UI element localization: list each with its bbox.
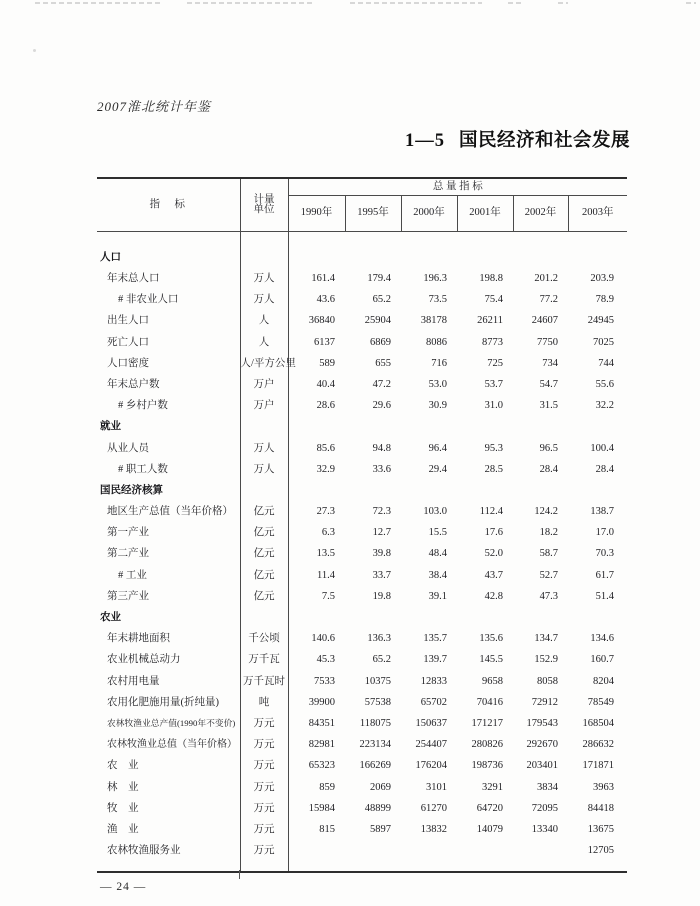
value-cell-year-0: 85.6 [316,442,335,454]
indicator-cell: 农业机械总动力 [97,650,240,671]
indicator-cell: 农林牧渔服务业 [97,841,240,862]
unit-cell: 人/平方公里 [240,353,288,374]
unit-cell: 万元 [240,777,288,798]
statistics-table-wrap [97,177,627,873]
table-row [97,248,627,269]
scan-artifact-dash [508,2,524,4]
value-cell-year-0 [288,841,345,862]
value-cell-year-3: 53.7 [484,378,503,390]
unit-cell: 人 [240,311,288,332]
value-cell-year-1: 136.3 [367,633,391,645]
value-cell-year-3: 43.7 [484,569,503,581]
table-row [97,714,627,735]
table-row [97,523,627,544]
table-row [97,417,627,438]
value-cell-year-4: 54.7 [539,378,558,390]
value-cell-year-0: 161.4 [311,273,335,285]
value-cell-year-5: 55.6 [595,378,615,390]
value-cell-year-1: 6869 [370,336,391,348]
value-cell-year-4: 72095 [531,802,558,814]
value-cell-year-1: 65.2 [372,294,391,306]
indicator-cell: 死亡人口 [97,332,240,353]
value-cell-year-2: 3101 [426,781,447,793]
indicator-column-header: 指 标 [97,178,240,232]
unit-cell [240,481,288,502]
value-cell-year-4: 134.7 [534,633,558,645]
indicator-cell: 农业 [97,608,240,629]
unit-cell [240,417,288,438]
value-cell-year-5: 138.7 [590,506,615,518]
value-cell-year-0: 7533 [314,675,335,687]
indicator-cell: 渔 业 [97,820,240,841]
value-cell-year-3: 171217 [471,717,503,729]
value-cell-year-3: 198.8 [479,273,503,285]
value-cell-year-5 [568,608,627,629]
spacer-row [97,232,627,248]
value-cell-year-4 [513,481,568,502]
value-cell-year-0: 28.6 [316,400,335,412]
unit-cell: 万人 [240,459,288,480]
table-row [97,756,627,777]
indicator-cell: 农 业 [97,756,240,777]
indicator-cell: 第一产业 [97,523,240,544]
value-cell-year-0: 13.5 [316,548,335,560]
value-cell-year-2 [401,481,457,502]
value-cell-year-2: 12833 [420,675,447,687]
table-row [97,375,627,396]
value-cell-year-5: 51.4 [595,590,615,602]
value-cell-year-1 [345,841,401,862]
indicator-cell: 人口 [97,248,240,269]
table-body [97,232,627,872]
table-row [97,841,627,862]
value-cell-year-3: 31.0 [484,400,503,412]
value-cell-year-5: 3963 [593,781,615,793]
year-header: 1995年 [345,196,401,232]
value-cell-year-0: 859 [319,781,335,793]
value-cell-year-5: 168504 [582,717,615,729]
value-cell-year-2: 30.9 [428,400,447,412]
value-cell-year-5 [568,417,627,438]
page-number: — 24 — [100,881,147,893]
value-cell-year-1: 118075 [359,717,391,729]
scan-artifact-dot [33,49,36,52]
value-cell-year-3 [457,481,513,502]
value-cell-year-2: 15.5 [428,527,447,539]
value-cell-year-5: 100.4 [590,442,615,454]
value-cell-year-0: 32.9 [316,463,335,475]
value-cell-year-3: 145.5 [479,654,503,666]
value-cell-year-5: 13675 [587,823,615,835]
statistics-table [97,177,627,873]
value-cell-year-2: 254407 [415,739,447,751]
indicator-cell: 农用化肥施用量(折纯量) [97,692,240,713]
value-cell-year-2 [401,841,457,862]
value-cell-year-3 [457,417,513,438]
table-row [97,777,627,798]
table-row [97,671,627,692]
value-cell-year-2: 61270 [420,802,447,814]
value-cell-year-0: 15984 [308,802,335,814]
unit-cell: 亿元 [240,523,288,544]
unit-cell [240,608,288,629]
value-cell-year-4: 31.5 [539,400,558,412]
spacer-cell [288,862,627,872]
value-cell-year-3 [457,841,513,862]
value-cell-year-3 [457,608,513,629]
unit-cell: 亿元 [240,587,288,608]
value-cell-year-0: 11.4 [317,569,335,581]
value-cell-year-2: 96.4 [428,442,447,454]
unit-cell: 万元 [240,841,288,862]
value-cell-year-1: 48899 [364,802,391,814]
unit-cell: 万千瓦 [240,650,288,671]
value-cell-year-3: 42.8 [484,590,503,602]
value-cell-year-4: 72912 [531,696,558,708]
table-title-text: 国民经济和社会发展 [458,131,630,151]
unit-cell: 万元 [240,735,288,756]
spacer-cell [240,862,288,872]
value-cell-year-4: 179543 [526,717,558,729]
value-cell-year-3: 112.4 [479,506,503,518]
indicator-cell: 农林牧渔业总产值(1990年不变价) [97,714,240,735]
spacer-cell [288,232,627,248]
value-cell-year-0: 6.3 [321,527,335,539]
unit-cell: 人 [240,332,288,353]
value-cell-year-5: 32.2 [595,400,615,412]
value-cell-year-4: 152.9 [534,654,558,666]
spacer-cell [240,232,288,248]
table-row [97,269,627,290]
table-row [97,650,627,671]
unit-cell: 万元 [240,798,288,819]
unit-cell: 万元 [240,820,288,841]
value-cell-year-4: 3834 [537,781,558,793]
value-cell-year-2: 103.0 [423,506,447,518]
value-cell-year-0 [288,417,345,438]
value-cell-year-2: 135.7 [423,633,447,645]
table-title [97,126,630,152]
unit-cell: 万人 [240,269,288,290]
value-cell-year-2: 13832 [420,823,447,835]
value-cell-year-5: 286632 [582,739,615,751]
value-cell-year-4: 201.2 [534,273,558,285]
value-cell-year-3: 64720 [476,802,503,814]
value-cell-year-5: 171871 [582,760,615,772]
value-cell-year-3: 725 [487,357,503,369]
value-cell-year-5: 70.3 [595,548,615,560]
value-cell-year-1: 10375 [364,675,391,687]
value-cell-year-5: 17.0 [595,527,615,539]
unit-cell: 万千瓦时 [240,671,288,692]
value-cell-year-5: 203.9 [590,273,615,285]
value-cell-year-1: 33.6 [372,463,391,475]
table-row [97,290,627,311]
year-header: 1990年 [288,196,345,232]
value-cell-year-4: 52.7 [539,569,558,581]
table-row [97,565,627,586]
value-cell-year-1: 12.7 [372,527,391,539]
value-cell-year-2: 716 [431,357,447,369]
value-cell-year-0: 36840 [308,315,335,327]
value-cell-year-2: 53.0 [428,378,447,390]
value-cell-year-5: 61.7 [595,569,615,581]
value-cell-year-0: 65323 [308,760,335,772]
indicator-cell: 人口密度 [97,353,240,374]
value-cell-year-3: 95.3 [484,442,503,454]
value-cell-year-4: 734 [542,357,558,369]
scan-artifact-dash [558,2,568,4]
value-cell-year-0 [288,248,345,269]
spacer-row [97,862,627,872]
indicator-cell: 国民经济核算 [97,481,240,502]
value-cell-year-3: 75.4 [484,294,503,306]
indicator-cell: 牧 业 [97,798,240,819]
value-cell-year-0: 43.6 [316,294,335,306]
value-cell-year-5: 744 [598,357,615,369]
scan-artifact-dash [187,2,315,4]
indicator-cell: 年末总人口 [97,269,240,290]
value-cell-year-2: 8086 [426,336,447,348]
table-row [97,332,627,353]
value-cell-year-2: 29.4 [428,463,447,475]
value-cell-year-2: 38178 [420,315,447,327]
value-cell-year-2: 65702 [420,696,447,708]
table-row [97,629,627,650]
unit-cell: 亿元 [240,544,288,565]
value-cell-year-2: 73.5 [428,294,447,306]
value-cell-year-2 [401,248,457,269]
value-cell-year-4 [513,417,568,438]
scan-artifact-dash [686,2,696,4]
unit-cell: 亿元 [240,502,288,523]
value-cell-year-5 [568,248,627,269]
indicator-cell: # 非农业人口 [97,290,240,311]
value-cell-year-3: 52.0 [484,548,503,560]
value-cell-year-5: 12705 [587,845,615,857]
value-cell-year-2 [401,608,457,629]
year-header: 2002年 [513,196,568,232]
spacer-cell [97,862,240,872]
value-cell-year-2: 48.4 [428,548,447,560]
table-title-number: 1—5 [404,131,445,151]
year-header: 2000年 [401,196,457,232]
value-cell-year-1 [345,608,401,629]
spacer-cell [97,232,240,248]
value-cell-year-5: 8204 [593,675,615,687]
unit-cell: 万元 [240,714,288,735]
table-row [97,502,627,523]
table-row [97,608,627,629]
value-cell-year-5: 84418 [587,802,615,814]
value-cell-year-0: 84351 [308,717,335,729]
value-cell-year-1: 19.8 [372,590,391,602]
value-cell-year-4: 28.4 [539,463,558,475]
value-cell-year-2 [401,417,457,438]
value-cell-year-0: 40.4 [316,378,335,390]
value-cell-year-1: 57538 [364,696,391,708]
unit-header-line2: 单位 [253,204,275,215]
value-cell-year-5 [568,481,627,502]
value-cell-year-2: 38.4 [428,569,447,581]
value-cell-year-1: 72.3 [372,506,391,518]
value-cell-year-4: 292670 [526,739,558,751]
value-cell-year-0 [288,608,345,629]
value-cell-year-5: 28.4 [595,463,615,475]
table-row [97,820,627,841]
indicator-cell: 第三产业 [97,587,240,608]
value-cell-year-3: 135.6 [479,633,503,645]
indicator-cell: 地区生产总值（当年价格） [97,502,240,523]
indicator-cell: # 职工人数 [97,459,240,480]
value-cell-year-4 [513,248,568,269]
indicator-cell: 年末耕地面积 [97,629,240,650]
value-cell-year-0 [288,481,345,502]
table-row [97,311,627,332]
value-cell-year-2: 139.7 [423,654,447,666]
table-row [97,735,627,756]
value-cell-year-1 [345,248,401,269]
yearbook-title: 2007淮北统计年鉴 [97,99,212,114]
table-row [97,438,627,459]
value-cell-year-4 [513,841,568,862]
value-cell-year-4: 203401 [526,760,558,772]
value-cell-year-1: 39.8 [372,548,391,560]
unit-cell: 千公顷 [240,629,288,650]
value-cell-year-5: 134.6 [590,633,615,645]
value-cell-year-0: 589 [319,357,335,369]
unit-header-line1: 计量 [253,193,275,205]
indicator-cell: 第二产业 [97,544,240,565]
indicator-cell: # 工业 [97,565,240,586]
value-cell-year-0: 6137 [314,336,335,348]
indicator-cell: 从业人员 [97,438,240,459]
unit-cell [240,248,288,269]
value-cell-year-1: 33.7 [372,569,391,581]
value-cell-year-1: 223134 [359,739,391,751]
value-cell-year-0: 7.5 [321,590,335,602]
value-cell-year-5: 24945 [587,315,615,327]
value-cell-year-4: 8058 [537,675,558,687]
value-cell-year-5: 78.9 [595,294,615,306]
unit-cell: 万人 [240,438,288,459]
value-cell-year-3: 17.6 [484,527,503,539]
value-cell-year-4: 96.5 [539,442,558,454]
value-cell-year-0: 39900 [308,696,335,708]
value-cell-year-5: 7025 [593,336,615,348]
table-row [97,481,627,502]
value-cell-year-0: 27.3 [316,506,335,518]
indicator-cell: 年末总户数 [97,375,240,396]
value-cell-year-4 [513,608,568,629]
value-cell-year-1: 94.8 [372,442,391,454]
value-cell-year-3: 198736 [471,760,503,772]
value-cell-year-4: 13340 [531,823,558,835]
table-rule-stub [239,870,240,879]
unit-column-header [240,178,288,232]
value-cell-year-1: 47.2 [372,378,391,390]
unit-cell: 吨 [240,692,288,713]
value-cell-year-5: 78549 [587,696,615,708]
value-cell-year-3: 280826 [471,739,503,751]
table-row [97,353,627,374]
value-cell-year-1: 166269 [359,760,391,772]
value-cell-year-3: 8773 [482,336,503,348]
table-row [97,587,627,608]
unit-cell: 万户 [240,375,288,396]
value-cell-year-0: 82981 [308,739,335,751]
value-cell-year-1 [345,417,401,438]
indicator-cell: 林 业 [97,777,240,798]
year-header: 2003年 [568,196,627,232]
table-row [97,544,627,565]
value-cell-year-3: 9658 [482,675,503,687]
value-cell-year-1: 29.6 [372,400,391,412]
scan-artifact-dash [350,2,482,4]
value-cell-year-2: 150637 [415,717,447,729]
group-header: 总 量 指 标 [288,178,627,196]
value-cell-year-4: 58.7 [539,548,558,560]
unit-cell: 亿元 [240,565,288,586]
value-cell-year-3: 26211 [477,315,503,327]
value-cell-year-2: 196.3 [423,273,447,285]
table-row [97,396,627,417]
scan-artifact-dash [35,2,161,4]
value-cell-year-2: 176204 [415,760,447,772]
value-cell-year-2: 39.1 [428,590,447,602]
value-cell-year-3: 3291 [482,781,503,793]
value-cell-year-1: 65.2 [372,654,391,666]
indicator-cell: 出生人口 [97,311,240,332]
value-cell-year-1: 2069 [370,781,391,793]
indicator-cell: 就业 [97,417,240,438]
table-row [97,692,627,713]
table-row [97,459,627,480]
value-cell-year-3: 14079 [476,823,503,835]
value-cell-year-4: 124.2 [534,506,558,518]
value-cell-year-1 [345,481,401,502]
value-cell-year-4: 77.2 [539,294,558,306]
year-header: 2001年 [457,196,513,232]
table-row [97,798,627,819]
unit-cell: 万户 [240,396,288,417]
value-cell-year-4: 18.2 [539,527,558,539]
value-cell-year-1: 5897 [370,823,391,835]
value-cell-year-0: 815 [319,823,335,835]
value-cell-year-1: 179.4 [367,273,391,285]
value-cell-year-1: 25904 [364,315,391,327]
indicator-cell: 农村用电量 [97,671,240,692]
value-cell-year-0: 140.6 [311,633,335,645]
value-cell-year-5: 160.7 [590,654,615,666]
indicator-cell: # 乡村户数 [97,396,240,417]
unit-cell: 万元 [240,756,288,777]
unit-cell: 万人 [240,290,288,311]
value-cell-year-4: 24607 [531,315,558,327]
value-cell-year-4: 47.3 [539,590,558,602]
indicator-cell: 农林牧渔业总值（当年价格） [97,735,240,756]
value-cell-year-0: 45.3 [316,654,335,666]
value-cell-year-1: 655 [375,357,391,369]
value-cell-year-3 [457,248,513,269]
value-cell-year-3: 70416 [476,696,503,708]
value-cell-year-4: 7750 [537,336,558,348]
value-cell-year-3: 28.5 [484,463,503,475]
